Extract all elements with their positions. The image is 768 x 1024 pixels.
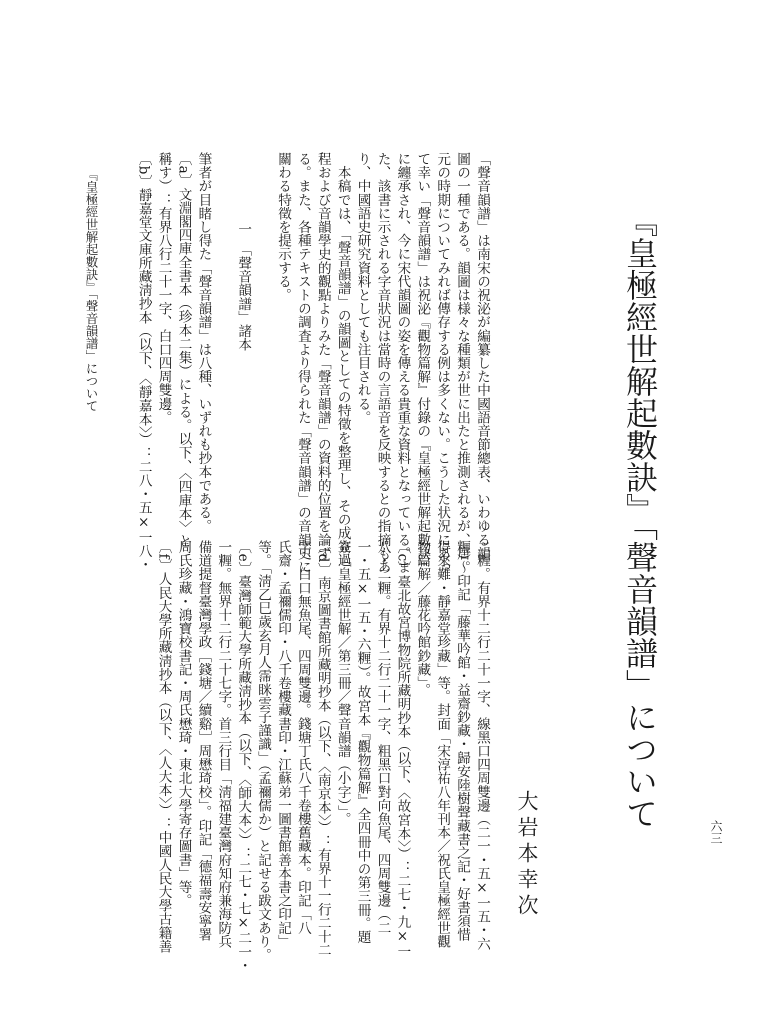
upper-text-column: 稱す）：有界八行二十一字、白口四周雙邊。 [155, 152, 172, 424]
lower-text-column: 備道提督臺灣學政［錢塘／續谿］周懋琦校」。印記「德福壽安寧署 [195, 540, 212, 942]
lower-text-column: 〔f〕人民大學所藏淸抄本（以下、〈人大本〉）：中國人民大學古籍善 [155, 540, 172, 954]
lower-text-column: 等。「淸乙巳歲玄月人霈眯雲子謹識」（孟禰儒か）と記せる跋文あり。 [255, 540, 272, 962]
upper-text-column: に纏承され、今に宋代韻圖の姿を傳える貴重な資料となっている。ま [394, 152, 411, 574]
lower-text-column: 物篇解／藤花吟館鈔藏」。 [414, 540, 431, 697]
upper-text-column: て幸い「聲音韻譜」は祝泌『觀物篇解』付錄の『皇極經世解起數訣』 [414, 152, 431, 574]
lower-text-column: 〔e〕臺灣師範大學所藏淸抄本（以下、〈師大本〉）：二七・七×二一・ [235, 540, 252, 973]
lower-text-column: 二糎。有界十二行二十一字、線黑口四周雙邊（二一・五×一五・六 [474, 540, 490, 951]
upper-text-column: 程および音韻學史的觀點よりみた「聲音韻譜」の資料的位置を論ず [314, 152, 331, 560]
upper-text-column: 〔b〕靜嘉堂文庫所藏淸抄本（以下、〈靜嘉本〉）：二八・五×一八・ [135, 152, 152, 572]
lower-text-column: 一糎。無界十二行二十七字。首三行目「淸福建臺灣府知府兼海防兵 [215, 540, 232, 948]
upper-text-column: 關わる特徵を提示する。 [275, 152, 291, 302]
lower-text-column: 〔c〕臺北故宮博物院所藏明抄本（以下、〈故宮本〉）：二七・九×一 [394, 540, 411, 959]
lower-text-column: 周氏珍藏・鴻寶校書記・周氏懋琦・東北大學寄存圖書」等。 [175, 540, 192, 908]
upper-text-column: た、該書に示される字音狀況は當時の言語音を反映するとの指摘もあ [374, 152, 391, 574]
lower-text-column: 得來難・靜嘉堂珍藏」等。封面「宋淳祐八年刊本／祝氏皇極經世觀 [434, 540, 451, 948]
upper-text-column: 元の時期についてみれば傳存する例は多くない。こうした状況にあっ [434, 152, 451, 574]
running-header: 『皇極經世解起數訣』「聲音韻譜」について [84, 168, 99, 412]
upper-text-column: 圖の一種である。韻圖は様々な種類が世に出たと推測されるが、唐〜 [454, 152, 471, 574]
article-title: 『皇極經世解起數訣』「聲音韻譜」について [621, 205, 659, 829]
lower-text-column: 糎）。印記「藤華吟館・益齋鈔藏・歸安陸樹聲藏書之記・好書須惜 [454, 540, 471, 942]
upper-text-column: 筆者が目睹し得た「聲音韻譜」は八種、いずれも抄本である。 [195, 152, 212, 533]
author-name: 大岩本幸次 [515, 790, 539, 920]
upper-text-column: る。また、各種テキストの調査より得られた「聲音韻譜」の音韻史に [294, 152, 311, 574]
section-heading: 一 「聲音韻譜」諸本 [235, 222, 252, 352]
page-number: 六三 [709, 820, 723, 844]
lower-text-column: 氏齋・孟禰儒印・八千卷樓藏書印・江蘇弟一圖書館善本書之印記」 [275, 540, 291, 948]
upper-text-column: 〔a〕文淵閣四庫全書本（珍本二集）による。以下、〈四庫本〉と [175, 152, 192, 548]
lower-text-column: 簽「皇極經世解／第三冊／聲音韻譜（小字）」。 [334, 540, 351, 826]
upper-text-column: り、中國語史研究資料としても注目される。 [354, 152, 371, 424]
lower-text-column: 一・五×一五・六糎）。故宮本『觀物篇解』全四冊中の第三冊。題 [354, 540, 371, 944]
lower-text-column: 〔d〕南京圖書館所藏明抄本（以下、〈南京本〉）：有界十一行二十二 [314, 540, 331, 957]
upper-text-column: 「聲音韻譜」は南宋の祝泌が編纂した中國語音節總表、いわゆる韻 [474, 152, 490, 560]
upper-text-column: 本稿では、「聲音韻譜」の韻圖としての特徵を整理し、その成立過 [334, 152, 351, 567]
lower-text-column: 八・二糎。有界十二行二十一字、粗黑口對向魚尾、四周雙邊（二 [374, 540, 391, 935]
lower-text-column: 字、白口無魚尾、四周雙邊。錢塘丁氏八千卷樓舊藏本。印記「八 [294, 540, 311, 935]
